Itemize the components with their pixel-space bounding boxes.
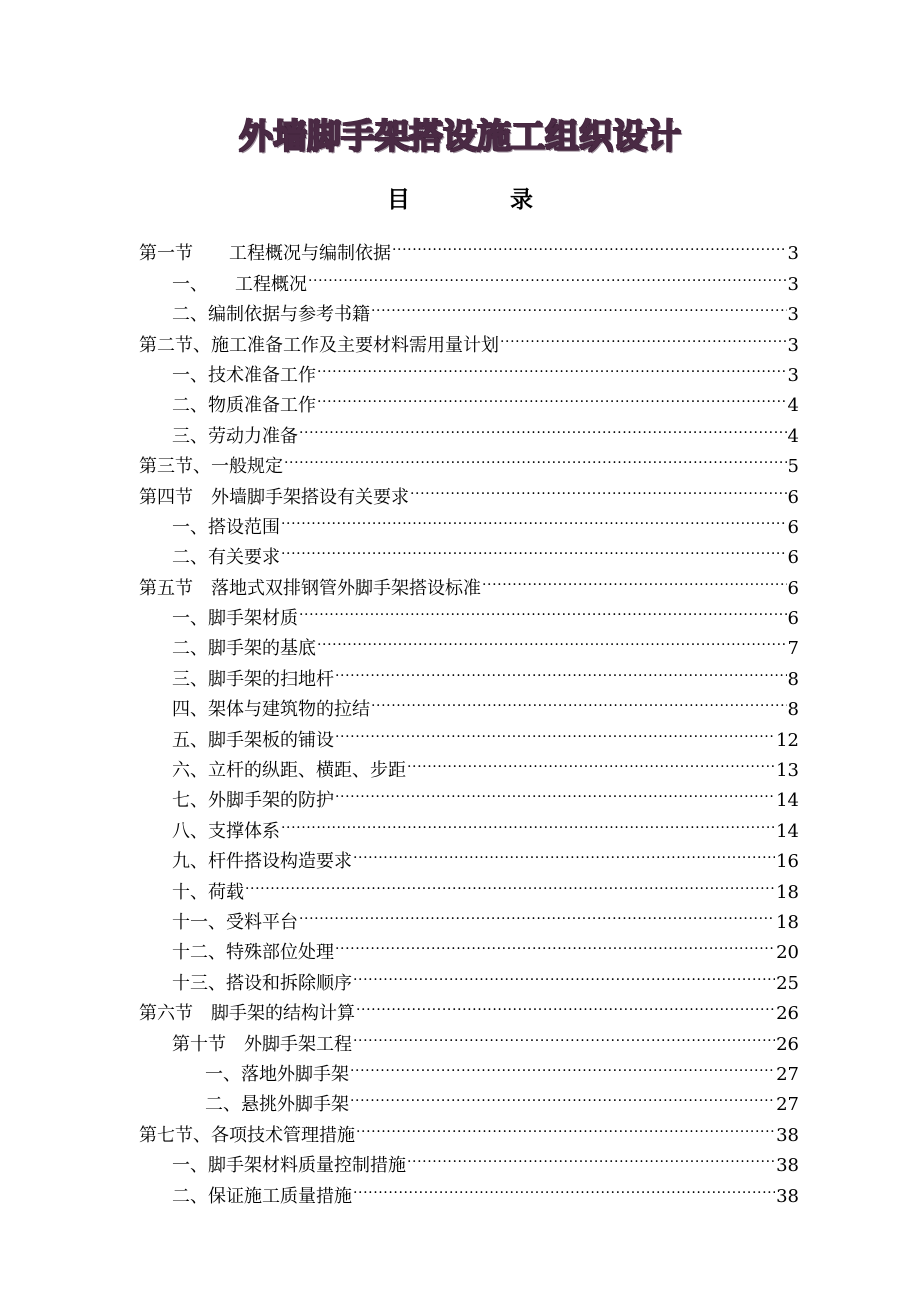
toc-entry-label: 二、保证施工质量措施: [172, 1185, 352, 1207]
toc-entry[interactable]: [139, 229, 799, 265]
toc-entry-label: 三、劳动力准备: [172, 425, 298, 447]
toc-dot-leader: [284, 442, 787, 472]
toc-entry-label: 一、搭设范围: [172, 516, 280, 538]
toc-entry-label: 十二、特殊部位处理: [172, 942, 334, 964]
toc-entry-label: 第五节 落地式双排钢管外脚手架搭设标准: [139, 577, 481, 599]
toc-dot-leader: [281, 533, 787, 563]
toc-dot-leader: [353, 837, 775, 867]
toc-dot-leader: [281, 806, 775, 836]
toc-entry-page-number: 38: [776, 1185, 799, 1207]
toc-entry-page-number: 12: [776, 729, 799, 751]
toc-heading: [0, 184, 920, 216]
toc-dot-leader: [335, 654, 787, 684]
toc-dot-leader: [335, 928, 775, 958]
toc-dot-leader: [392, 229, 787, 259]
toc-entry-page-number: 6: [787, 516, 799, 538]
toc-entry-page-number: 4: [787, 395, 799, 417]
toc-entry-page-number: 25: [776, 972, 799, 994]
toc-entry-label: 二、物质准备工作: [172, 395, 316, 417]
toc-entry-label: 二、有关要求: [172, 547, 280, 569]
toc-entry-label: 第四节 外墙脚手架搭设有关要求: [139, 486, 409, 508]
toc-entry-page-number: 18: [776, 881, 799, 903]
toc-entry-page-number: 3: [787, 364, 799, 386]
toc-entry-page-number: 27: [776, 1094, 799, 1116]
toc-entry-page-number: 14: [776, 790, 799, 812]
toc-dot-leader: [299, 898, 775, 928]
toc-entry-page-number: 38: [776, 1124, 799, 1146]
toc-entry-label: 第七节、各项技术管理措施: [139, 1124, 355, 1146]
toc-heading-right: 录: [510, 186, 533, 213]
toc-entry-page-number: 7: [787, 638, 799, 660]
toc-entry-page-number: 13: [776, 760, 799, 782]
toc-entry-page-number: 8: [787, 668, 799, 690]
table-of-contents: [139, 229, 799, 1207]
toc-entry-label: 第六节 脚手架的结构计算: [139, 1003, 355, 1025]
toc-entry-page-number: 14: [776, 820, 799, 842]
toc-entry-page-number: 26: [776, 1033, 799, 1055]
toc-entry-label: 八、支撑体系: [172, 820, 280, 842]
toc-entry-label: 二、悬挑外脚手架: [205, 1094, 349, 1116]
toc-entry-page-number: 6: [787, 547, 799, 569]
toc-entry-label: 十、荷载: [172, 881, 244, 903]
toc-dot-leader: [350, 1080, 775, 1110]
toc-dot-leader: [281, 503, 787, 533]
toc-entry-page-number: 3: [787, 304, 799, 326]
toc-entry-page-number: 8: [787, 699, 799, 721]
toc-dot-leader: [353, 958, 775, 988]
toc-entry-page-number: 27: [776, 1063, 799, 1085]
toc-entry-label: 第十节 外脚手架工程: [172, 1033, 352, 1055]
toc-dot-leader: [482, 563, 787, 593]
toc-dot-leader: [299, 411, 787, 441]
toc-dot-leader: [299, 594, 787, 624]
toc-entry-label: 一、脚手架材料质量控制措施: [172, 1155, 406, 1177]
toc-dot-leader: [245, 867, 775, 897]
toc-entry-page-number: 6: [787, 608, 799, 630]
toc-entry-page-number: 3: [787, 334, 799, 356]
toc-entry-label: 第二节、施工准备工作及主要材料需用量计划: [139, 334, 499, 356]
toc-entry-label: 五、脚手架板的铺设: [172, 729, 334, 751]
toc-dot-leader: [317, 624, 787, 654]
toc-entry-label: 十一、受料平台: [172, 911, 298, 933]
toc-entry-page-number: 20: [776, 942, 799, 964]
toc-heading-left: 目: [387, 186, 410, 213]
toc-dot-leader: [410, 472, 787, 502]
toc-entry-label: 三、脚手架的扫地杆: [172, 668, 334, 690]
toc-entry-page-number: 26: [776, 1003, 799, 1025]
toc-entry-label: 一、落地外脚手架: [205, 1063, 349, 1085]
toc-entry-page-number: 6: [787, 486, 799, 508]
toc-entry-label: 二、编制依据与参考书籍: [172, 304, 370, 326]
toc-entry-label: 一、技术准备工作: [172, 364, 316, 386]
toc-dot-leader: [407, 1141, 775, 1171]
toc-entry-page-number: 4: [787, 425, 799, 447]
toc-dot-leader: [317, 351, 787, 381]
toc-entry-page-number: 3: [787, 243, 799, 265]
toc-entry-label: 十三、搭设和拆除顺序: [172, 972, 352, 994]
toc-dot-leader: [371, 290, 787, 320]
toc-entry-label: 二、脚手架的基底: [172, 638, 316, 660]
toc-dot-leader: [356, 1110, 775, 1140]
toc-entry-page-number: 18: [776, 911, 799, 933]
toc-dot-leader: [356, 989, 775, 1019]
toc-dot-leader: [308, 259, 787, 289]
toc-dot-leader: [353, 1019, 775, 1049]
toc-dot-leader: [317, 381, 787, 411]
toc-entry-label: 四、架体与建筑物的拉结: [172, 699, 370, 721]
toc-dot-leader: [350, 1050, 775, 1080]
toc-entry-label: 一、脚手架材质: [172, 608, 298, 630]
toc-entry-label: 第一节 工程概况与编制依据: [139, 243, 391, 265]
toc-dot-leader: [371, 685, 787, 715]
document-title: 外墙脚手架搭设施工组织设计: [239, 117, 681, 157]
toc-entry-label: 第三节、一般规定: [139, 456, 283, 478]
toc-entry-page-number: 16: [776, 851, 799, 873]
toc-entry-page-number: 3: [787, 273, 799, 295]
toc-entry-label: 一、 工程概况: [172, 273, 307, 295]
toc-entry-page-number: 5: [787, 456, 799, 478]
toc-dot-leader: [500, 320, 787, 350]
toc-dot-leader: [335, 715, 775, 745]
toc-entry-label: 六、立杆的纵距、横距、步距: [172, 760, 406, 782]
toc-dot-leader: [335, 776, 775, 806]
toc-entry-label: 九、杆件搭设构造要求: [172, 851, 352, 873]
toc-dot-leader: [407, 746, 775, 776]
toc-dot-leader: [353, 1171, 775, 1201]
toc-entry-page-number: 38: [776, 1155, 799, 1177]
toc-entry-label: 七、外脚手架的防护: [172, 790, 334, 812]
toc-entry-page-number: 6: [787, 577, 799, 599]
